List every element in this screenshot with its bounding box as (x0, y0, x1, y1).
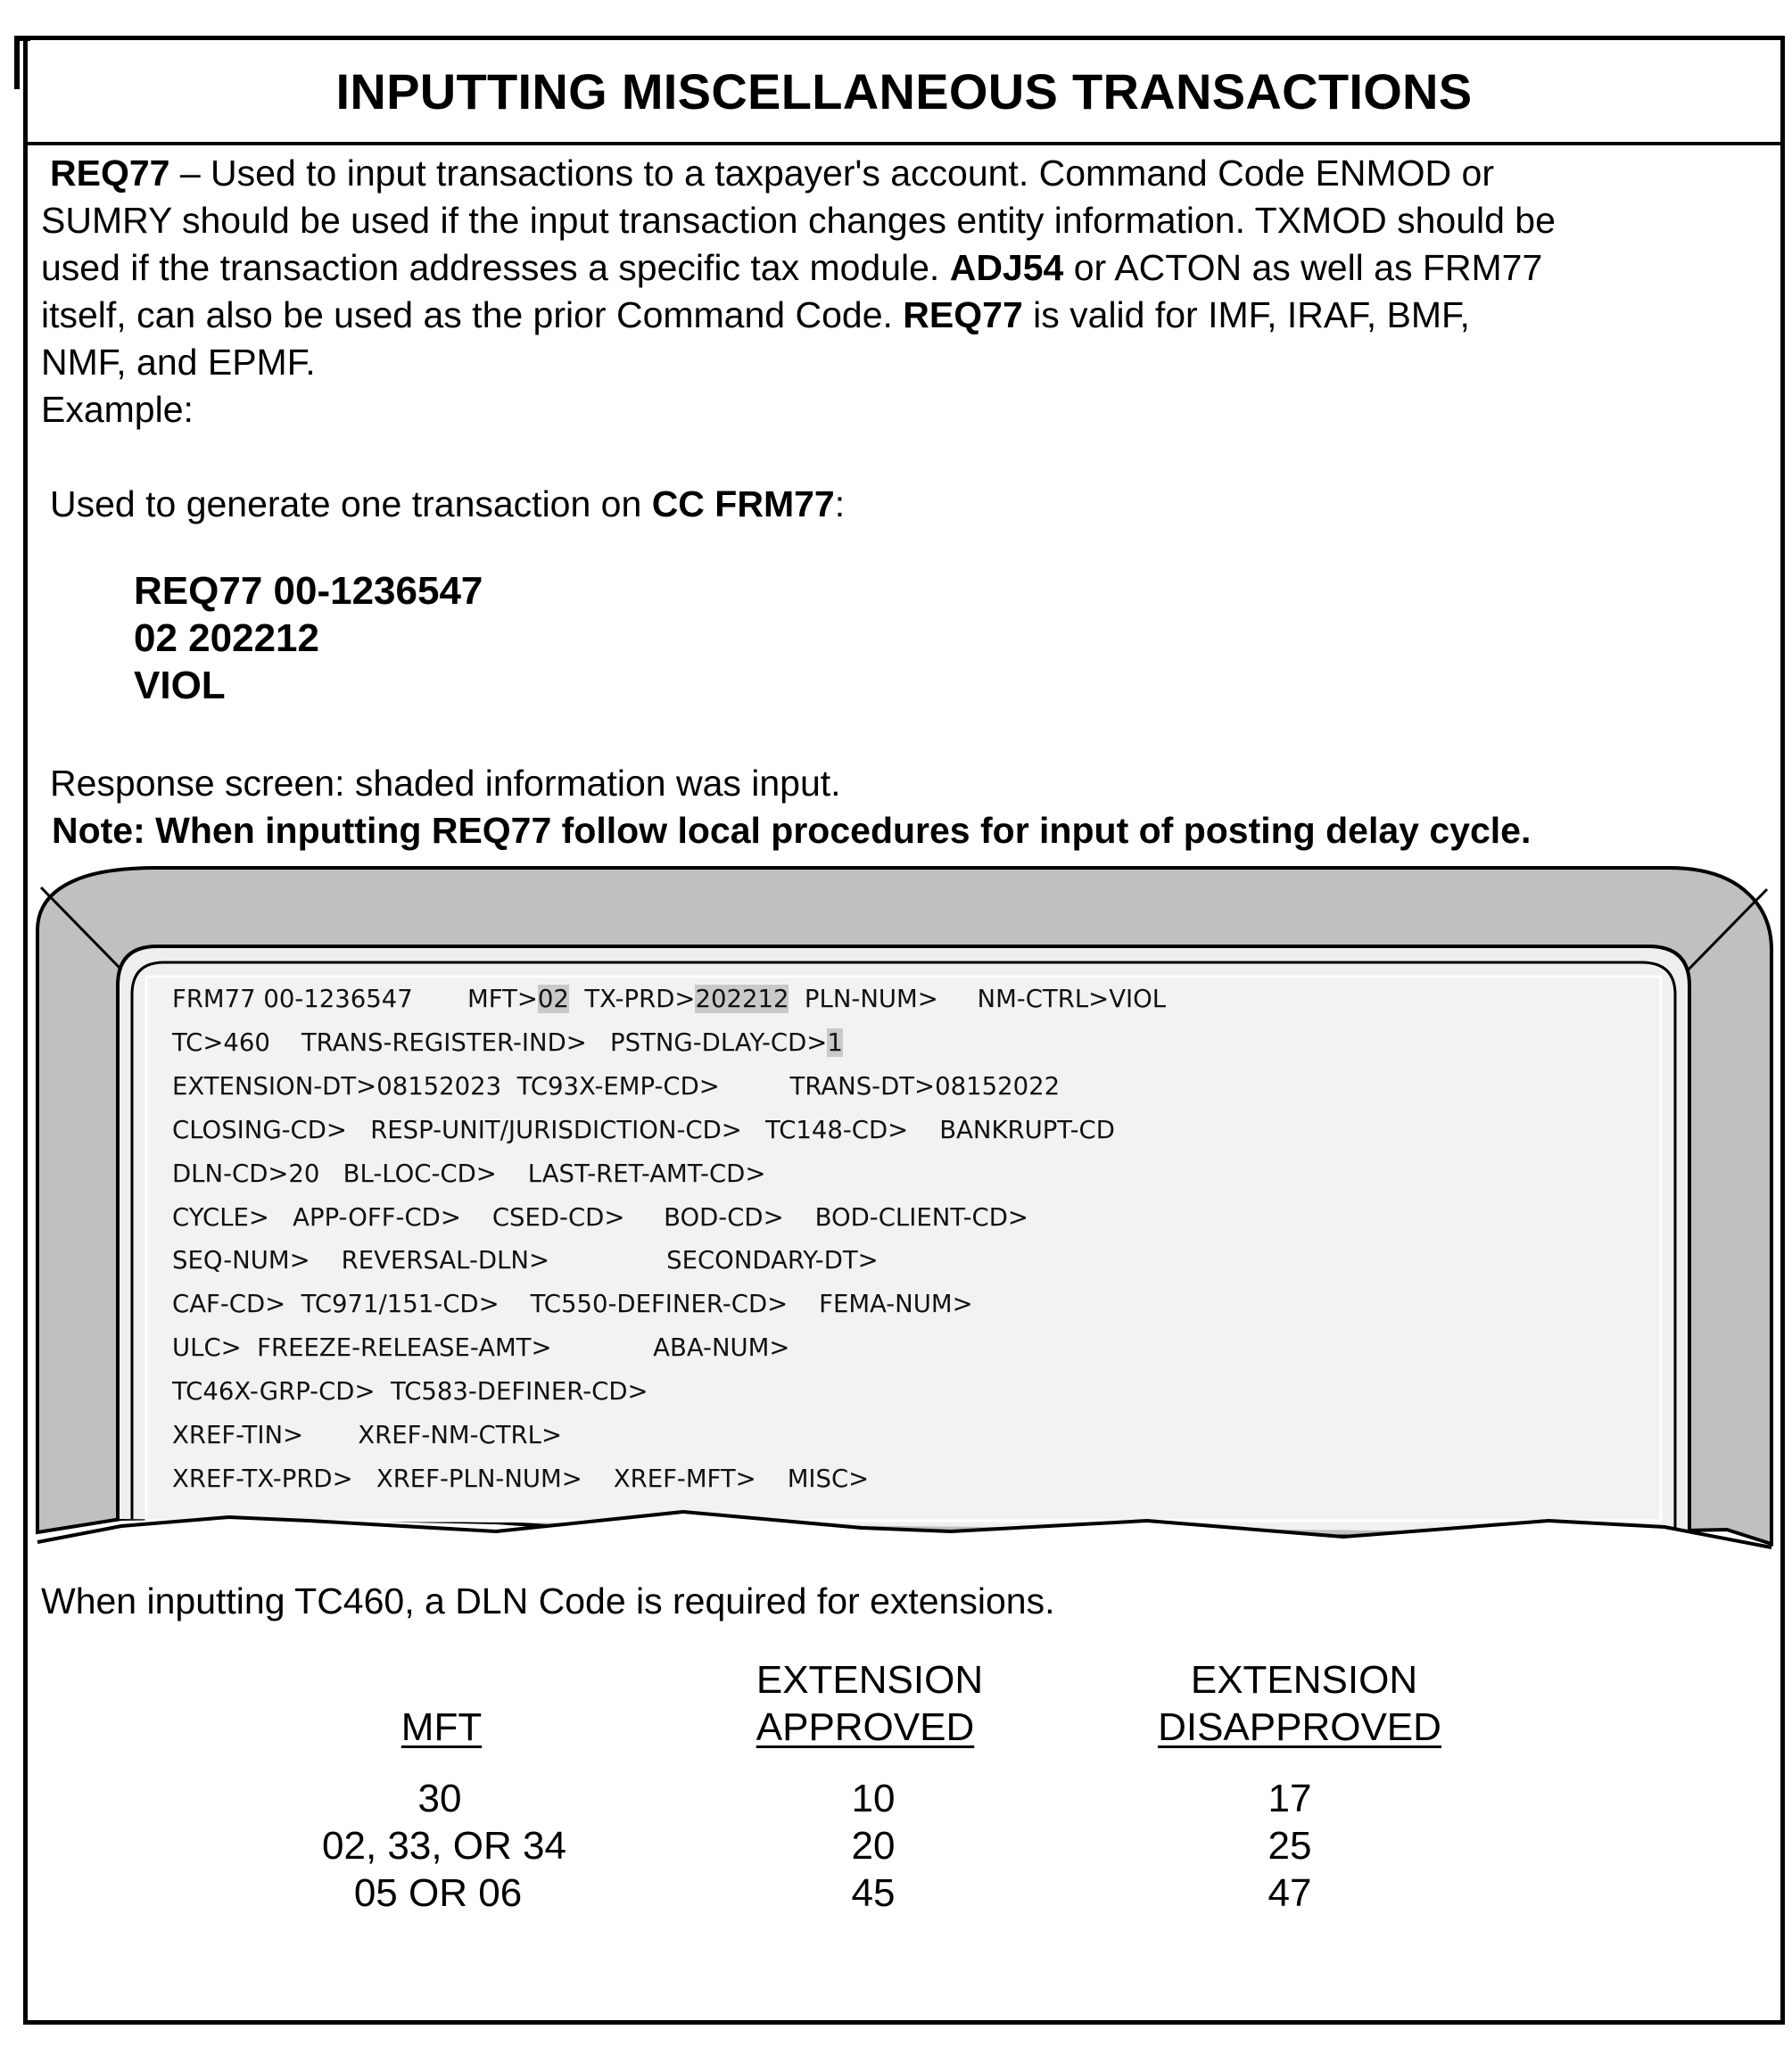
screen-line: XREF-TIN> XREF-NM-CTRL> (172, 1421, 563, 1450)
input-posting-delay-value: 1 (827, 1027, 843, 1057)
intro-line-4: itself, can also be used as the prior Command Code. REQ77 is valid for IMF, IRAF, BMF, (41, 294, 1470, 335)
screen-line: TC46X-GRP-CD> TC583-DEFINER-CD> (172, 1377, 648, 1407)
command-code-adj54: ADJ54 (949, 247, 1064, 288)
table-cell-disapproved: 17 (1268, 1777, 1312, 1820)
input-mft-value: 02 (537, 985, 569, 1013)
table-cell-approved: 45 (851, 1871, 896, 1915)
screen-line: XREF-TX-PRD> XREF-PLN-NUM> XREF-MFT> MISC> (172, 1464, 870, 1493)
generate-line: Used to generate one transaction on CC FRM77: (50, 483, 846, 524)
intro-paragraph (41, 150, 1763, 528)
screen-line: DLN-CD>20 BL-LOC-CD> LAST-RET-AMT-CD> (172, 1159, 766, 1188)
input-example (134, 567, 483, 709)
command-code-req77: REQ77 (903, 294, 1023, 335)
screen-line: CAF-CD> TC971/151-CD> TC550-DEFINER-CD> FEMA-NUM> (172, 1290, 973, 1319)
screen-line: CLOSING-CD> RESP-UNIT/JURISDICTION-CD> TC148-CD> BANKRUPT-CD (172, 1115, 1115, 1144)
screen-line: ULC> FREEZE-RELEASE-AMT> ABA-NUM> (172, 1333, 790, 1363)
input-example-line: VIOL (134, 664, 226, 707)
response-label: Response screen: shaded information was input. (50, 763, 841, 804)
intro-line-3: used if the transaction addresses a specific tax module. ADJ54 or ACTON as well as FRM77 (41, 247, 1543, 288)
command-code-frm77: CC FRM77 (651, 483, 835, 524)
intro-line-2: SUMRY should be used if the input transaction changes entity information. TXMOD should be (41, 200, 1556, 241)
table-header-approved-line1: EXTENSION (756, 1658, 984, 1702)
input-tax-period-value: 202212 (695, 985, 789, 1013)
table-cell-mft: 02, 33, OR 34 (322, 1824, 566, 1868)
table-cell-disapproved: 47 (1268, 1871, 1312, 1915)
page-title: INPUTTING MISCELLANEOUS TRANSACTIONS (27, 40, 1781, 145)
screen-line: CYCLE> APP-OFF-CD> CSED-CD> BOD-CD> BOD-CLIENT-CD> (172, 1202, 1028, 1232)
blank-line (41, 433, 1763, 481)
table-cell-mft: 05 OR 06 (353, 1871, 523, 1915)
intro-line-5: NMF, and EPMF. (41, 342, 316, 383)
table-header-mft: MFT (401, 1705, 483, 1749)
command-code-req77: REQ77 (50, 153, 170, 194)
input-example-line: 02 202212 (134, 616, 319, 660)
table-header-disapproved: DISAPPROVED (1158, 1705, 1441, 1749)
table-header-approved: APPROVED (756, 1705, 975, 1749)
posting-delay-note: Note: When inputting REQ77 follow local procedures for input of posting delay cycle. (52, 810, 1532, 851)
table-cell-approved: 20 (851, 1824, 896, 1868)
screen-line: SEQ-NUM> REVERSAL-DLN> SECONDARY-DT> (172, 1246, 879, 1275)
frm77-response-screen (172, 978, 1626, 1501)
screen-line: EXTENSION-DT>08152023 TC93X-EMP-CD> TRANS-DT>08152022 (172, 1071, 1061, 1101)
intro-line-1: REQ77 – Used to input transactions to a taxpayer's account. Command Code ENMOD or (50, 153, 1494, 194)
screen-line: FRM77 00-1236547 MFT>02 TX-PRD>202212 PLN-NUM> NM-CTRL>VIOL (172, 985, 1167, 1013)
table-cell-approved: 10 (851, 1777, 896, 1820)
input-example-line: REQ77 00-1236547 (134, 569, 483, 613)
screen-line: TC>460 TRANS-REGISTER-IND> PSTNG-DLAY-CD>1 (172, 1027, 843, 1057)
table-cell-mft: 30 (417, 1777, 462, 1820)
extension-note: When inputting TC460, a DLN Code is required for extensions. (41, 1580, 1055, 1622)
table-header-disapproved-line1: EXTENSION (1190, 1658, 1418, 1702)
example-label: Example: (41, 389, 194, 430)
table-cell-disapproved: 25 (1268, 1824, 1312, 1868)
